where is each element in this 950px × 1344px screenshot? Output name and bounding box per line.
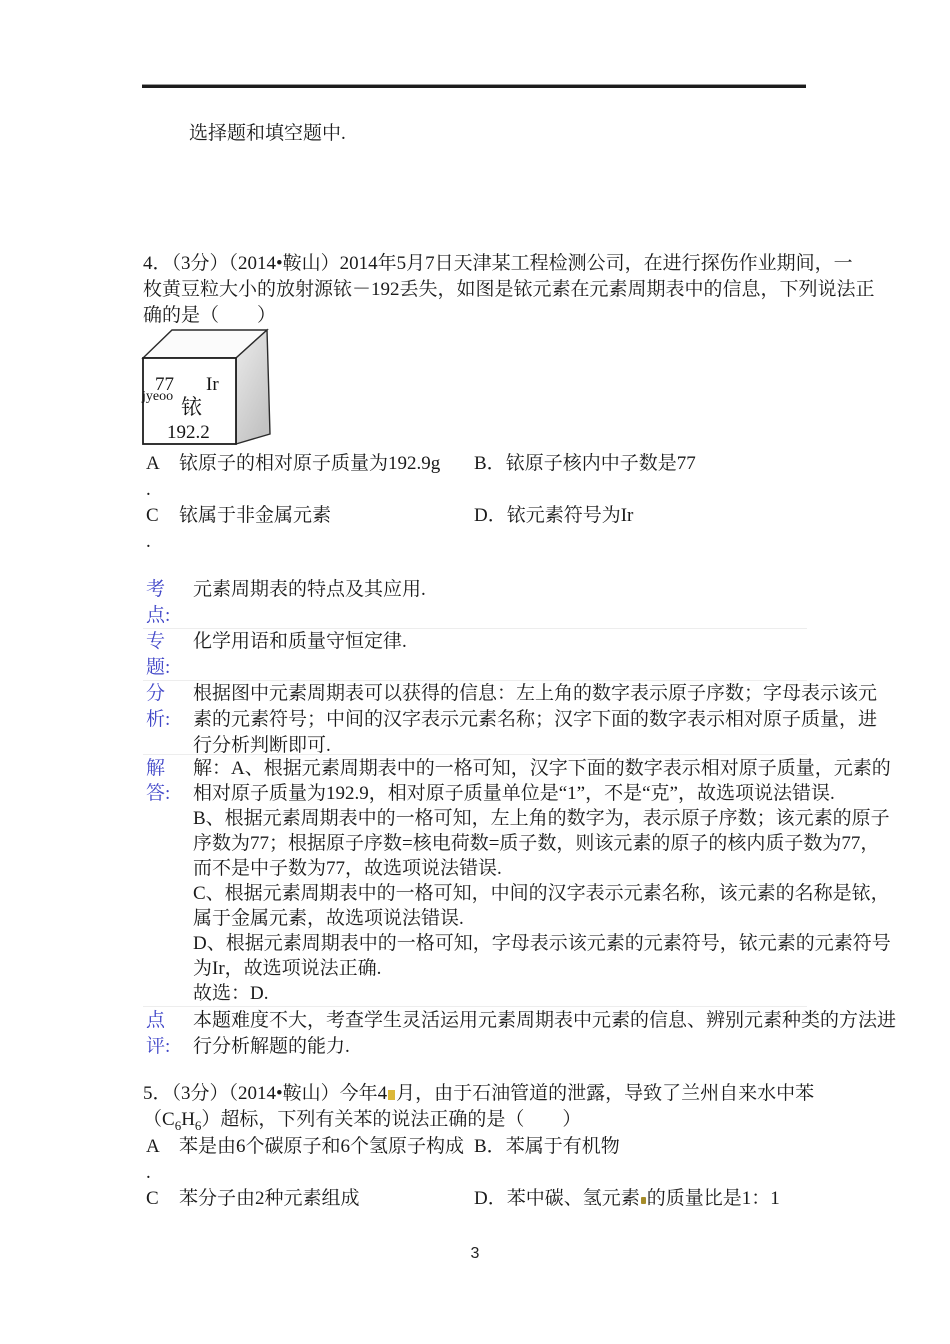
option-b (474, 451, 696, 477)
option-letter: C (146, 505, 159, 526)
option-letter: D． (474, 1188, 507, 1209)
section-label (146, 681, 186, 733)
formula-subscript: 6 (174, 1117, 182, 1133)
stray-period: . (146, 531, 151, 552)
stray-period: . (146, 479, 151, 500)
header-rule (142, 84, 806, 88)
text-line: 题: (146, 657, 171, 678)
text-line: 而不是中子数为77，故选项说法错误. (193, 858, 502, 879)
section-label (146, 1008, 186, 1060)
option-c (146, 503, 331, 529)
option-text: 铱元素符号为Ir (506, 505, 634, 526)
option-letter: C (146, 1188, 159, 1209)
intro-line: 选择题和填空题中. (189, 123, 346, 144)
question-5-line-2 (143, 1107, 823, 1133)
section-content (193, 1008, 897, 1060)
section-content (193, 681, 878, 759)
option-d (474, 503, 633, 529)
highlight-mark (388, 1090, 395, 1100)
section-label (146, 629, 186, 681)
stem-text: 月，由于石油管道的泄露，导致了兰州自来水中苯 (396, 1083, 815, 1104)
question-4-stem (143, 251, 875, 329)
section-fenxi (143, 681, 878, 759)
text-line: 属于金属元素，故选项说法错误. (193, 908, 464, 929)
option-letter: D． (474, 505, 507, 526)
option-text: 苯中碳、氢元素 (506, 1188, 640, 1209)
stray-period: . (146, 1162, 151, 1183)
option-text: 苯属于有机物 (505, 1136, 620, 1157)
option-text: 苯是由6个碳原子和6个氢原子构成 (179, 1136, 465, 1157)
text-line: D、根据元素周期表中的一格可知，字母表示该元素的元素符号，铱元素的元素符号 (193, 933, 891, 954)
atomic-number: 77 (155, 374, 174, 395)
element-name: 铱 (181, 395, 202, 419)
text-line: 点: (146, 605, 171, 626)
section-content (193, 756, 891, 1006)
text-line: 评: (146, 1036, 171, 1057)
highlight-dot (641, 1197, 646, 1204)
text-line: 故选：D. (193, 983, 269, 1004)
text-line: 枚黄豆粒大小的放射源铱－192丢失，如图是铱元素在元素周期表中的信息，下列说法正 (143, 279, 875, 300)
text-line: 为Ir，故选项说法正确. (193, 958, 382, 979)
option-c (146, 1186, 360, 1212)
text-line: 析: (146, 709, 171, 730)
section-zhuanti (143, 629, 823, 681)
element-symbol: Ir (206, 374, 219, 395)
section-content (193, 577, 818, 603)
formula-text: （C (143, 1109, 175, 1130)
text-line: 答: (146, 783, 171, 804)
text-line: 行分析解题的能力. (193, 1036, 350, 1057)
option-d (474, 1186, 780, 1212)
text-line: 序数为77；根据原子序数=核电荷数=质子数，则该元素的原子的核内质子数为77， (193, 833, 880, 854)
question-4-options (143, 451, 823, 555)
option-letter: A (146, 1136, 160, 1157)
option-text: 苯分子由2种元素组成 (179, 1188, 360, 1209)
text-line: 分 (146, 683, 166, 704)
section-label (146, 756, 186, 806)
text-line: C、根据元素周期表中的一格可知，中间的汉字表示元素名称，该元素的名称是铱， (193, 883, 890, 904)
text-line: 点 (146, 1010, 166, 1031)
text-line: 素的元素符号；中间的汉字表示元素名称；汉字下面的数字表示相对原子质量，进 (193, 709, 878, 730)
text-line: 化学用语和质量守恒定律. (193, 631, 407, 652)
text-line: 考 (146, 579, 166, 600)
section-kaodian (143, 577, 823, 629)
question-5-stem (143, 1081, 823, 1133)
formula-subscript: 6 (194, 1117, 202, 1133)
option-text: 铱原子的相对原子质量为192.9g (179, 453, 441, 474)
section-label (146, 577, 186, 629)
text-line: 4．（3分）（2014•鞍山）2014年5月7日天津某工程检测公司，在进行探伤作业期间，一 (143, 253, 853, 274)
watermark-text: jyeoo (142, 389, 174, 404)
text-line: 专 (146, 631, 166, 652)
section-jieda (143, 756, 891, 1006)
option-a (146, 451, 440, 477)
section-dianping (143, 1008, 897, 1060)
option-letter: B． (474, 453, 506, 474)
text-line: B、根据元素周期表中的一格可知，左上角的数字为，表示原子序数；该元素的原子 (193, 808, 890, 829)
option-b (474, 1134, 620, 1160)
text-line: 本题难度不大，考查学生灵活运用元素周期表中元素的信息、辨别元素种类的方法进 (193, 1010, 897, 1031)
question-5-options (143, 1134, 823, 1212)
option-row (143, 503, 823, 529)
section-content (193, 629, 818, 655)
option-text: 铱属于非金属元素 (179, 505, 332, 526)
text-line: 解：A、根据元素周期表中的一格可知，汉字下面的数字表示相对原子质量，元素的 (193, 758, 891, 779)
text-line: 元素周期表的特点及其应用. (193, 579, 426, 600)
option-letter: A (146, 453, 160, 474)
option-letter: B． (474, 1136, 506, 1157)
option-text: 的质量比是1：1 (646, 1188, 780, 1209)
text-line: 根据图中元素周期表可以获得的信息：左上角的数字表示原子序数；字母表示该元 (193, 683, 878, 704)
text-line: 行分析判断即可. (193, 735, 331, 756)
formula-text: H (181, 1109, 195, 1130)
option-row (143, 1134, 823, 1160)
question-5-line-1 (143, 1081, 823, 1107)
option-row (143, 1186, 823, 1212)
page-number: 3 (470, 1245, 480, 1262)
stem-text: 5．（3分）（2014•鞍山）今年4 (143, 1083, 388, 1104)
text-line: 相对原子质量为192.9，相对原子质量单位是“1”，不是“克”，故选项说法错误. (193, 783, 835, 804)
atomic-mass: 192.2 (167, 422, 210, 443)
row-separator (143, 1006, 807, 1007)
option-text: 铱原子核内中子数是77 (505, 453, 696, 474)
text-line: 确的是（ ） (143, 305, 277, 326)
option-a (146, 1134, 464, 1160)
text-line: 解 (146, 758, 166, 779)
stem-text: ）超标，下列有关苯的说法正确的是（ ） (201, 1109, 582, 1130)
option-row (143, 451, 823, 477)
